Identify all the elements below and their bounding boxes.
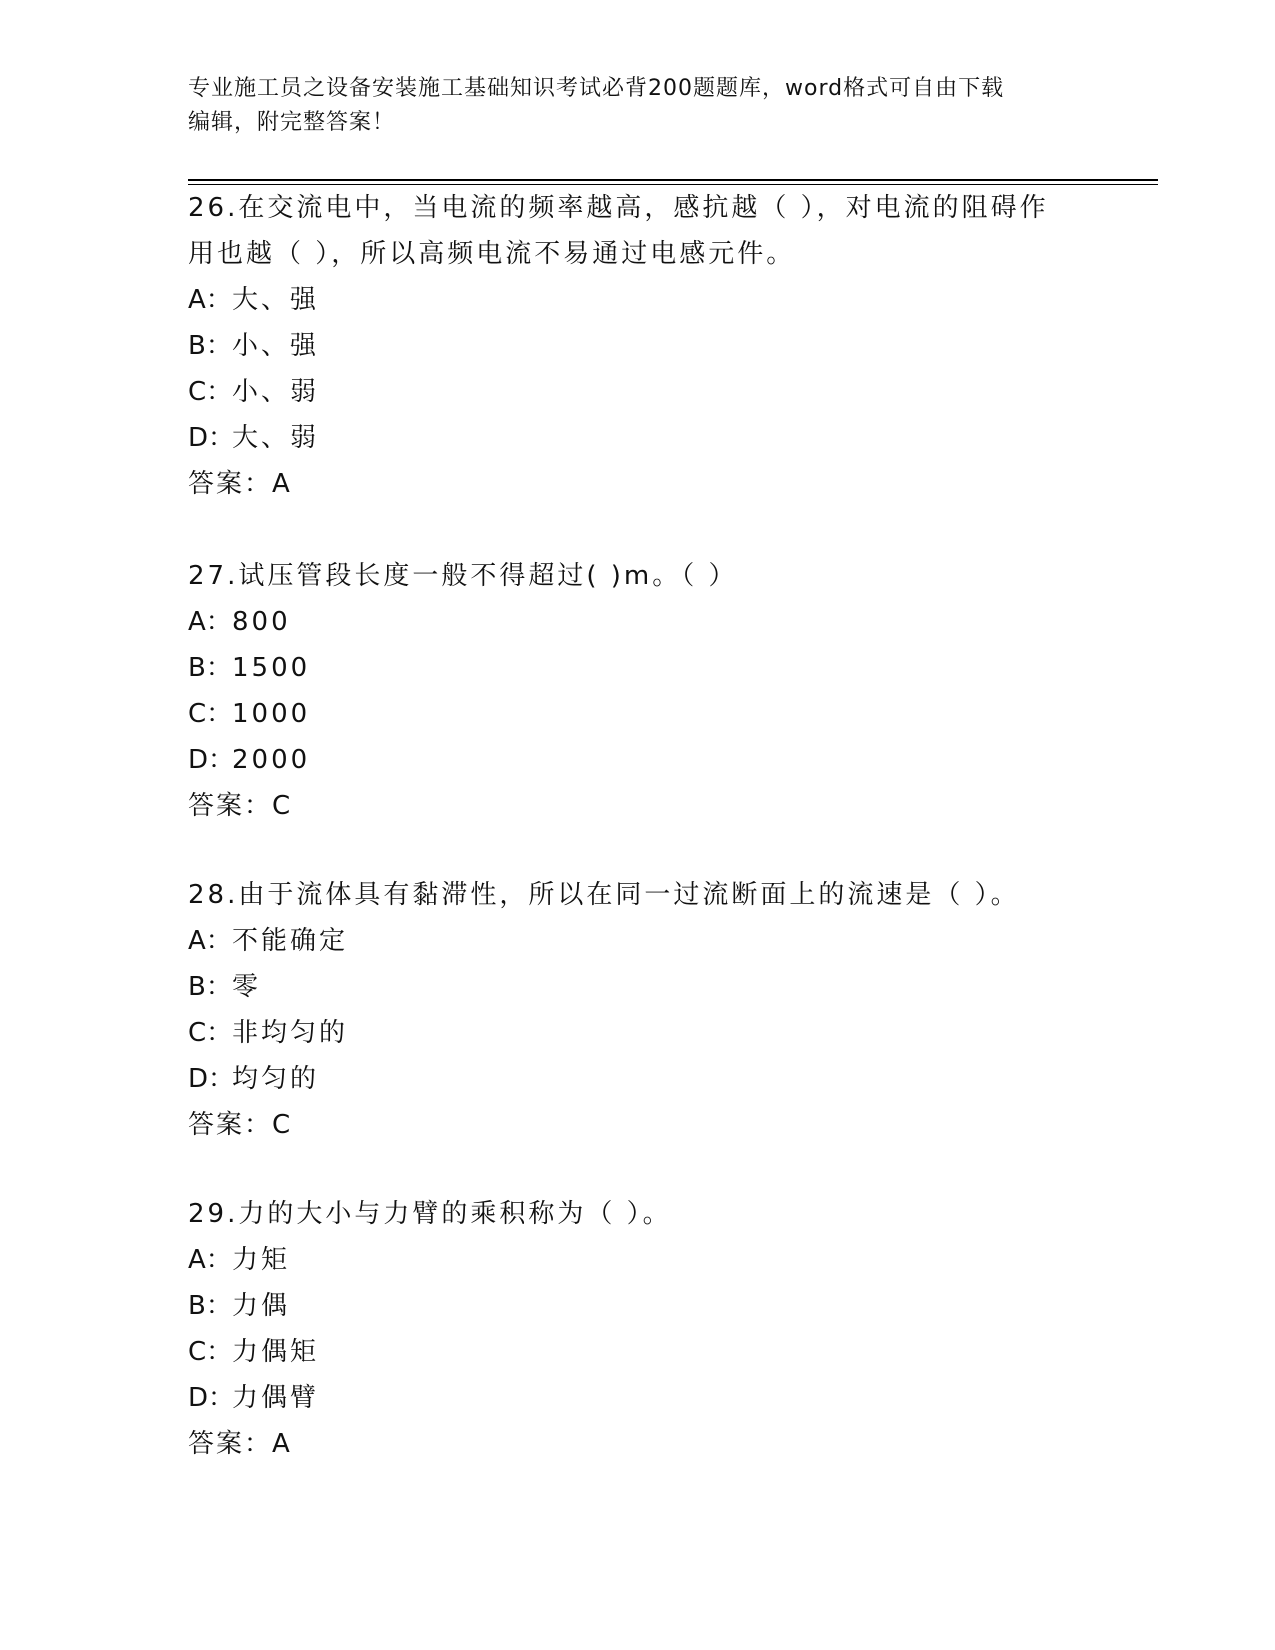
option-a: [188, 1237, 1088, 1283]
option-d: [188, 415, 1088, 461]
option-key: A：: [188, 285, 232, 315]
header-title-line-2: 编辑，附完整答案！: [188, 110, 396, 135]
option-c: [188, 369, 1088, 415]
option-text: 力矩: [232, 1245, 291, 1275]
option-text: 1000: [232, 699, 311, 729]
answer-value: C: [272, 1110, 291, 1140]
option-c: [188, 1329, 1088, 1375]
option-key: A：: [188, 1245, 232, 1275]
question-28: [188, 872, 1088, 1148]
answer-label: 答案：: [188, 1429, 273, 1459]
option-d: [188, 1056, 1088, 1102]
option-b: [188, 1283, 1088, 1329]
option-text: 非均匀的: [232, 1018, 349, 1048]
option-text: 不能确定: [232, 926, 349, 956]
option-key: B：: [188, 331, 232, 361]
option-a: [188, 599, 1088, 645]
answer-line: [188, 1102, 1088, 1148]
answer-value: A: [272, 1429, 290, 1459]
answer-value: C: [272, 791, 291, 821]
answer-label: 答案：: [188, 469, 273, 499]
option-key: C：: [188, 1018, 233, 1048]
option-d: [188, 737, 1088, 783]
option-key: B：: [188, 972, 232, 1002]
answer-line: [188, 1421, 1088, 1467]
header-divider-thick: [188, 179, 1158, 181]
option-key: D：: [188, 1383, 235, 1413]
option-d: [188, 1375, 1088, 1421]
question-stem: 用也越（ ），所以高频电流不易通过电感元件。: [188, 239, 796, 269]
option-key: D：: [188, 423, 235, 453]
document-header: [188, 72, 1088, 140]
question-stem: 26.在交流电中，当电流的频率越高，感抗越（ ），对电流的阻碍作: [188, 193, 1049, 223]
option-text: 力偶矩: [232, 1337, 320, 1367]
option-text: 800: [232, 607, 291, 637]
option-key: C：: [188, 377, 233, 407]
question-stem: 28.由于流体具有黏滞性，所以在同一过流断面上的流速是（ ）。: [188, 880, 1020, 910]
option-a: [188, 918, 1088, 964]
option-a: [188, 277, 1088, 323]
option-key: B：: [188, 653, 232, 683]
option-text: 大、强: [232, 285, 320, 315]
option-text: 小、强: [232, 331, 320, 361]
option-text: 大、弱: [232, 423, 320, 453]
option-key: A：: [188, 926, 232, 956]
answer-label: 答案：: [188, 791, 273, 821]
option-key: D：: [188, 745, 235, 775]
option-c: [188, 1010, 1088, 1056]
option-c: [188, 691, 1088, 737]
option-text: 力偶: [232, 1291, 291, 1321]
question-29: [188, 1191, 1088, 1467]
option-text: 小、弱: [232, 377, 320, 407]
option-key: C：: [188, 1337, 233, 1367]
answer-value: A: [272, 469, 290, 499]
question-stem: 27.试压管段长度一般不得超过( )m。（ ）: [188, 561, 738, 591]
question-27: [188, 553, 1088, 829]
option-text: 零: [232, 972, 262, 1002]
answer-label: 答案：: [188, 1110, 273, 1140]
answer-line: [188, 783, 1088, 829]
option-text: 1500: [232, 653, 311, 683]
option-b: [188, 645, 1088, 691]
question-stem: 29.力的大小与力臂的乘积称为（ ）。: [188, 1199, 672, 1229]
option-key: A：: [188, 607, 232, 637]
question-26: [188, 185, 1088, 507]
option-key: D：: [188, 1064, 235, 1094]
option-text: 力偶臂: [232, 1383, 320, 1413]
option-key: C：: [188, 699, 233, 729]
answer-line: [188, 461, 1088, 507]
header-title-line-1: 专业施工员之设备安装施工基础知识考试必背200题题库，word格式可自由下载: [188, 76, 1005, 101]
option-text: 2000: [232, 745, 311, 775]
option-key: B：: [188, 1291, 232, 1321]
option-text: 均匀的: [232, 1064, 320, 1094]
option-b: [188, 323, 1088, 369]
option-b: [188, 964, 1088, 1010]
